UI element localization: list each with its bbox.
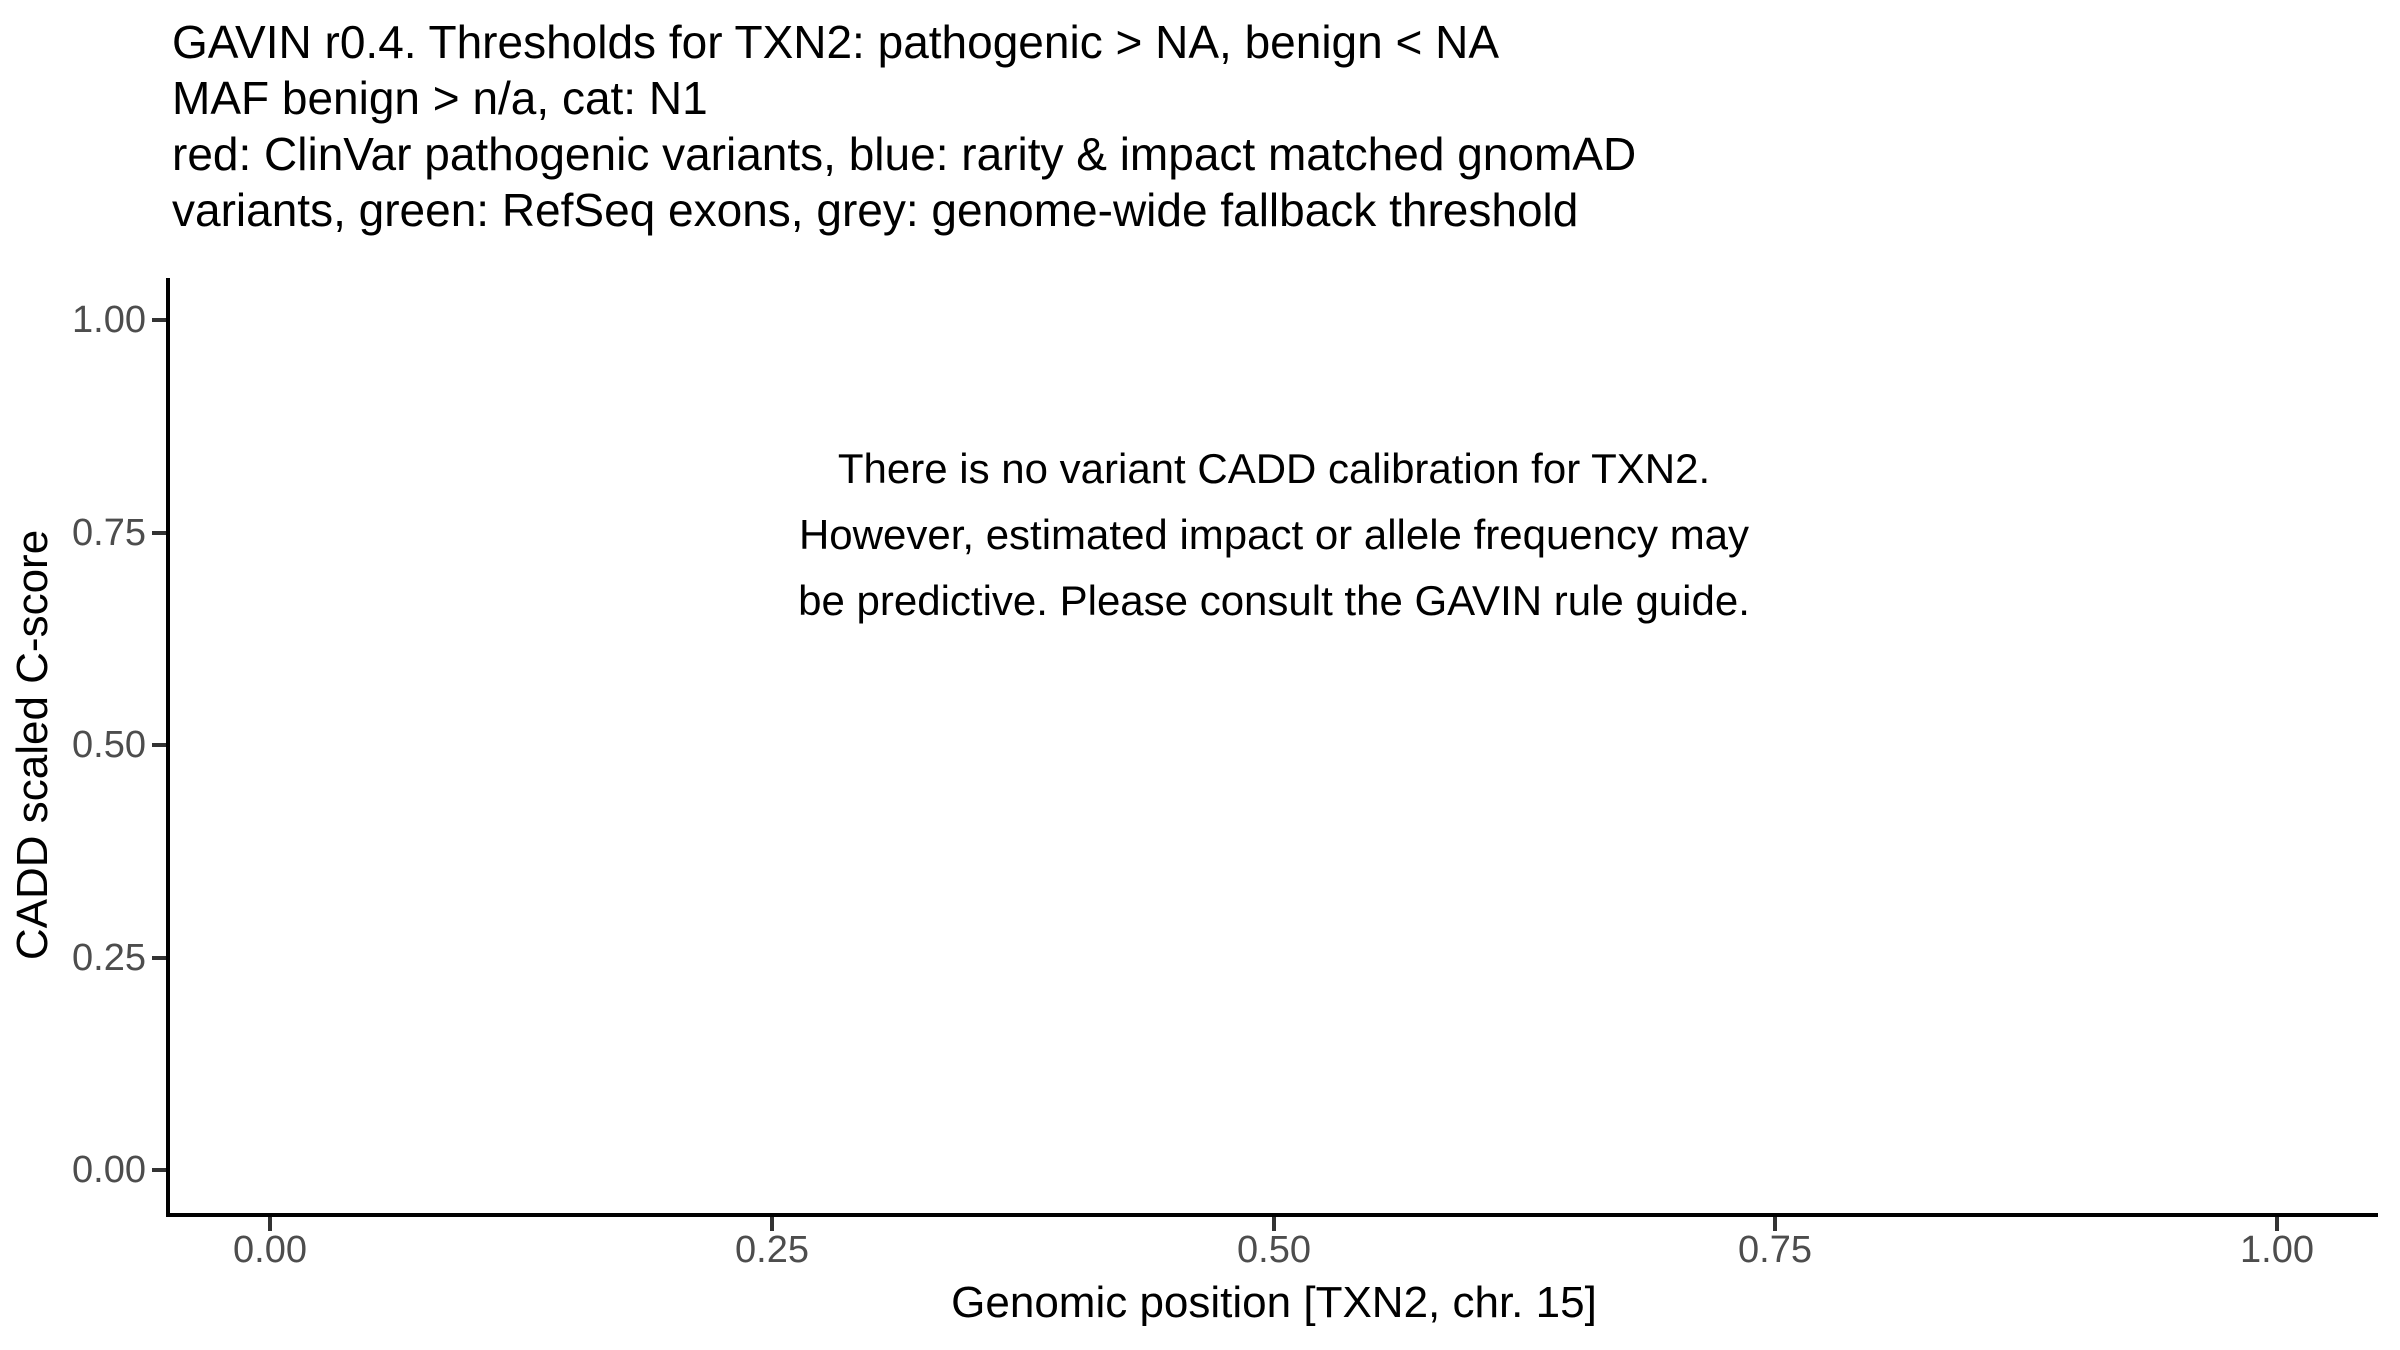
y-axis-label: CADD scaled C-score — [8, 529, 57, 961]
y-tick-mark — [152, 743, 166, 747]
plot-title-line-3: red: ClinVar pathogenic variants, blue: rarity & impact matched gnomAD — [172, 128, 1637, 180]
y-tick-mark — [152, 1168, 166, 1172]
x-axis-label: Genomic position [TXN2, chr. 15] — [951, 1278, 1597, 1327]
y-axis-line — [166, 278, 170, 1217]
y-tick-label: 1.00 — [72, 299, 146, 341]
x-tick-label: 0.75 — [1738, 1229, 1812, 1271]
y-tick-mark — [152, 531, 166, 535]
plot-title-line-2: MAF benign > n/a, cat: N1 — [172, 72, 708, 124]
annotation-line-1: There is no variant CADD calibration for TXN2. — [837, 445, 1711, 492]
x-tick-label: 1.00 — [2240, 1229, 2314, 1271]
x-tick-label: 0.00 — [233, 1229, 307, 1271]
y-tick-label: 0.25 — [72, 937, 146, 979]
annotation-line-2: However, estimated impact or allele frequency may — [798, 511, 1750, 558]
plot-title-line-1: GAVIN r0.4. Thresholds for TXN2: pathogenic > NA, benign < NA — [172, 16, 1500, 68]
y-tick-mark — [152, 956, 166, 960]
plot-panel — [170, 278, 2378, 1213]
y-tick-label: 0.00 — [72, 1149, 146, 1191]
x-tick-label: 0.25 — [735, 1229, 809, 1271]
y-tick-label: 0.50 — [72, 724, 146, 766]
annotation-line-3: be predictive. Please consult the GAVIN rule guide. — [798, 577, 1750, 624]
plot-title — [172, 14, 1636, 238]
x-tick-label: 0.50 — [1237, 1229, 1311, 1271]
annotation-text — [574, 436, 1974, 634]
y-tick-label: 0.75 — [72, 512, 146, 554]
plot-title-line-4: variants, green: RefSeq exons, grey: genome-wide fallback threshold — [172, 184, 1579, 236]
y-tick-mark — [152, 318, 166, 322]
